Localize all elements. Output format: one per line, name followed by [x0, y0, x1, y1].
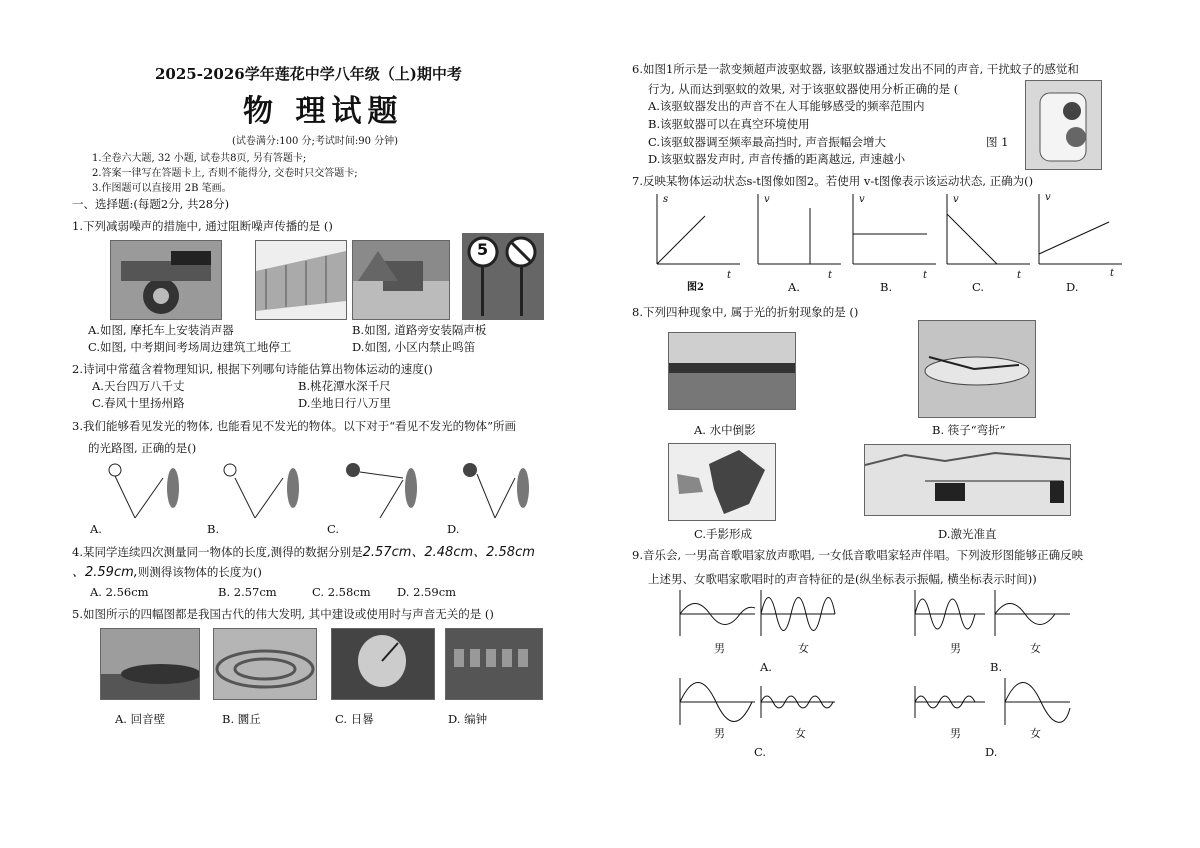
- note-2: 2.答案一律写在答题卡上, 否则不能得分, 交卷时只交答题卡;: [92, 168, 358, 179]
- motorcycle-photo: [110, 240, 222, 320]
- graph-c: [947, 194, 1030, 264]
- note-3: 3.作图题可以直接用 2B 笔画。: [92, 183, 232, 194]
- no-horn-photo: [462, 233, 544, 320]
- laser-alignment-photo: [864, 444, 1071, 516]
- q1-option-d: D.如图, 小区内禁止鸣笛: [352, 340, 476, 354]
- mosquito-repeller-photo: [1025, 80, 1102, 170]
- diagram-a: [109, 464, 179, 518]
- q2-option-a: A.天台四万八千丈: [92, 379, 185, 393]
- q8-option-d: D.激光准直: [938, 527, 997, 541]
- speed-sign-number: 5: [477, 240, 489, 259]
- q6-figure-label: 图 1: [986, 135, 1009, 149]
- q4-stem-cont: [72, 565, 262, 580]
- q4-option-c: C. 2.58cm: [312, 585, 371, 599]
- waveform-b-female: [995, 590, 1070, 636]
- q9-label-a: A.: [760, 660, 772, 674]
- q3-stem-line1: 3.我们能够看见发光的物体, 也能看见不发光的物体。以下对于“看见不发光的物体”所画: [72, 419, 517, 433]
- q2-stem: 2.诗词中常蕴含着物理知识, 根据下列哪句诗能估算出物体运动的速度(): [72, 362, 433, 376]
- diagram-d: [463, 463, 529, 518]
- exam-title: 2025-2026学年莲花中学八年级（上)期中考: [155, 65, 462, 83]
- q3-label-c: C.: [327, 522, 340, 536]
- q7-label-d: D.: [1066, 280, 1079, 294]
- graph-a-t-axis: t: [828, 270, 833, 281]
- light-path-diagrams: [85, 458, 555, 533]
- graph-b: [853, 194, 936, 264]
- chime-bells-photo: [445, 628, 543, 700]
- diagram-c: [346, 463, 417, 518]
- echo-wall-photo: [100, 628, 200, 700]
- graph-b-t-axis: t: [923, 270, 928, 281]
- q8-option-c: C.手影形成: [694, 527, 753, 541]
- waveform-c-female: [761, 686, 835, 718]
- section-heading: 一、选择题:(每题2分, 共28分): [72, 197, 230, 211]
- graph-c-axis-label: v: [953, 194, 959, 205]
- waveform-d-male: [915, 686, 985, 718]
- q6-stem-line2: 行为, 从而达到驱蚊的效果, 对于该驱蚊器使用分析正确的是 (: [648, 82, 959, 96]
- hand-shadow-photo: [668, 443, 776, 521]
- q4-values-handwritten: 2.57cm、2.48cm、2.58cm: [362, 545, 535, 560]
- waveform-c-male: [680, 678, 755, 725]
- q1-option-b: B.如图, 道路旁安装隔声板: [352, 323, 487, 337]
- waveform-c-female-label: 女: [795, 727, 806, 740]
- q8-option-b: B. 筷子“弯折”: [932, 423, 1006, 437]
- q6-stem-line1: 6.如图1所示是一款变频超声波驱蚊器, 该驱蚊器通过发出不同的声音, 干扰蚊子的感觉和: [632, 62, 1079, 76]
- q9-label-d: D.: [985, 745, 998, 759]
- waveform-d-female-label: 女: [1030, 727, 1041, 740]
- q9-label-c: C.: [754, 745, 767, 759]
- q9-stem-line1: 9.音乐会, 一男高音歌唱家放声歌唱, 一女低音歌唱家轻声伴唱。下列波形图能够正确反映: [632, 548, 1084, 562]
- q4-stem: [72, 545, 535, 560]
- graph-a: [758, 194, 841, 264]
- q7-label-a: A.: [788, 280, 800, 294]
- q4-values2-handwritten: 、2.59cm,: [72, 565, 138, 580]
- waveform-c-male-label: 男: [714, 727, 725, 740]
- construction-photo: [352, 240, 450, 320]
- q4-option-b: B. 2.57cm: [218, 585, 277, 599]
- q4-option-d: D. 2.59cm: [397, 585, 457, 599]
- q5-stem: 5.如图所示的四幅图都是我国古代的伟大发明, 其中建设或使用时与声音无关的是 (): [72, 607, 494, 621]
- bent-chopstick-photo: [918, 320, 1036, 418]
- q3-label-d: D.: [447, 522, 460, 536]
- circular-mound-photo: [213, 628, 317, 700]
- waveform-a-male: [680, 590, 755, 636]
- graph-s-axis-label: s: [663, 194, 669, 205]
- q5-option-d: D. 编钟: [448, 712, 488, 726]
- q4-option-a: A. 2.56cm: [90, 585, 149, 599]
- waveform-b-male: [915, 590, 985, 636]
- q8-option-a: A. 水中倒影: [694, 423, 756, 437]
- q7-figure-label: 图2: [687, 282, 704, 293]
- q8-stem: 8.下列四种现象中, 属于光的折射现象的是 (): [632, 305, 859, 319]
- waveform-a-female: [761, 590, 835, 636]
- q5-option-b: B. 圜丘: [222, 712, 261, 726]
- graph-a-axis-label: v: [764, 194, 770, 205]
- q1-option-c: C.如图, 中考期间考场周边建筑工地停工: [88, 340, 292, 354]
- q2-option-b: B.桃花潭水深千尺: [298, 379, 391, 393]
- graph-c-t-axis: t: [1017, 270, 1022, 281]
- waveform-d-male-label: 男: [950, 727, 961, 740]
- waveform-diagrams: [675, 590, 1135, 740]
- graph-s-t: [657, 194, 740, 264]
- q7-label-c: C.: [972, 280, 985, 294]
- q4-stem-print: 4.某同学连续四次测量同一物体的长度,测得的数据分别是: [72, 545, 363, 559]
- note-1: 1.全卷六大题, 32 小题, 试卷共8页, 另有答题卡;: [92, 153, 307, 164]
- q1-stem: 1.下列减弱噪声的措施中, 通过阻断噪声传播的是 (): [72, 219, 333, 233]
- q5-option-a: A. 回音壁: [115, 712, 166, 726]
- sound-barrier-photo: [255, 240, 347, 320]
- q6-option-c: C.该驱蚊器调至频率最高挡时, 声音振幅会增大: [648, 135, 886, 149]
- waveform-b-female-label: 女: [1030, 642, 1041, 655]
- q6-option-a: A.该驱蚊器发出的声音不在人耳能够感受的频率范围内: [648, 99, 925, 113]
- waveform-d-female: [1005, 678, 1070, 725]
- q1-option-a: A.如图, 摩托车上安装消声器: [88, 323, 234, 337]
- diagram-b: [224, 464, 299, 518]
- exam-meta: (试卷满分:100 分;考试时间:90 分钟): [232, 136, 399, 147]
- q3-label-a: A.: [90, 522, 102, 536]
- graph-d-axis-label: v: [1045, 192, 1051, 203]
- q6-option-d: D.该驱蚊器发声时, 声音传播的距离越远, 声速越小: [648, 152, 906, 166]
- q6-option-b: B.该驱蚊器可以在真空环境使用: [648, 117, 810, 131]
- q3-stem-line2: 的光路图, 正确的是(): [88, 441, 197, 455]
- graph-d: [1039, 194, 1122, 264]
- sundial-photo: [331, 628, 435, 700]
- subject-title: 物 理试题: [243, 94, 404, 129]
- q3-label-b: B.: [207, 522, 220, 536]
- graph-s-t-axis: t: [727, 270, 732, 281]
- q9-stem-line2: 上述男、女歌唱家歌唱时的声音特征的是(纵坐标表示振幅, 横坐标表示时间)): [648, 572, 1037, 586]
- waveform-b-male-label: 男: [950, 642, 961, 655]
- q5-option-c: C. 日晷: [335, 712, 374, 726]
- q2-option-d: D.坐地日行八万里: [298, 396, 391, 410]
- motion-graphs: [645, 192, 1115, 282]
- q9-label-b: B.: [990, 660, 1003, 674]
- q2-option-c: C.春风十里扬州路: [92, 396, 185, 410]
- water-reflection-photo: [668, 332, 796, 410]
- q7-label-b: B.: [880, 280, 893, 294]
- q7-stem: 7.反映某物体运动状态s-t图像如图2。若使用 v-t图像表示该运动状态, 正确为(): [632, 174, 1034, 188]
- waveform-a-male-label: 男: [714, 642, 725, 655]
- graph-d-t-axis: t: [1110, 268, 1115, 279]
- waveform-a-female-label: 女: [798, 642, 809, 655]
- graph-b-axis-label: v: [859, 194, 865, 205]
- q4-stem-end: 则测得该物体的长度为(): [137, 565, 262, 579]
